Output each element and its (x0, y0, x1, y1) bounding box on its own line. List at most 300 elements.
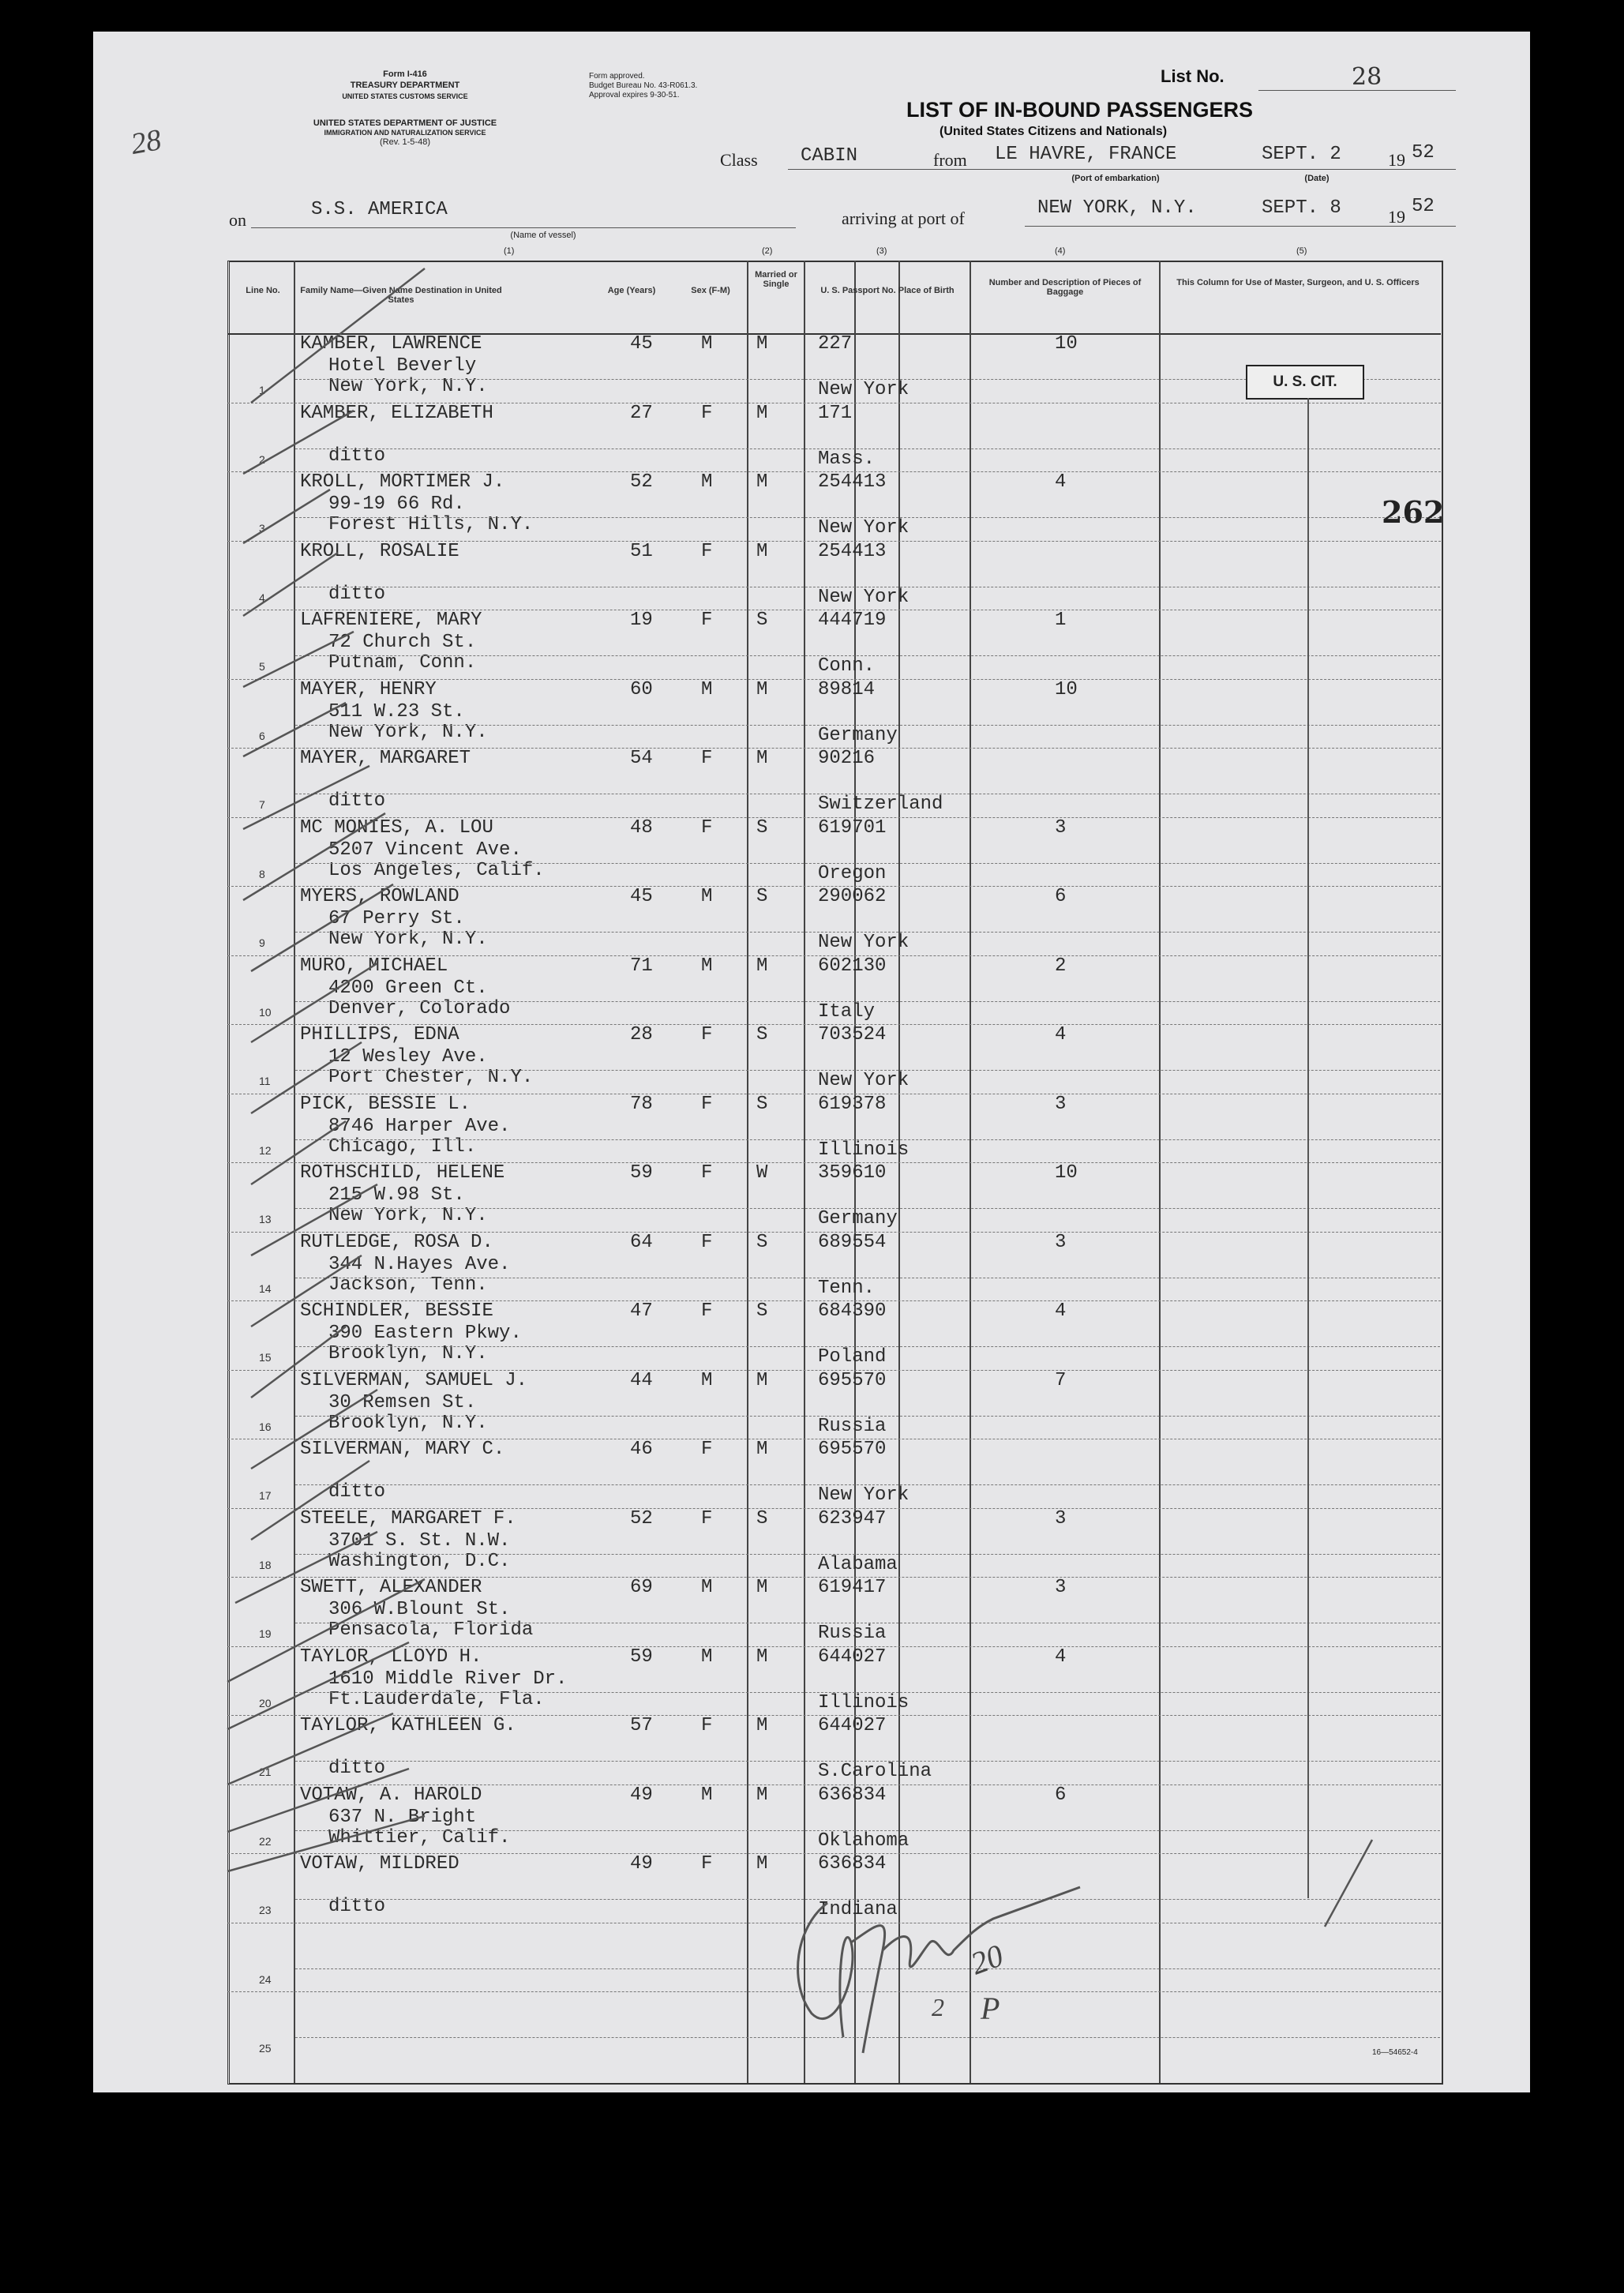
age: 60 (630, 678, 653, 700)
place-of-birth: Illinois (818, 1139, 910, 1161)
line-number: 17 (259, 1489, 272, 1502)
row-divider (227, 748, 1441, 749)
row-divider (227, 1784, 1441, 1786)
marital-status: M (756, 1577, 768, 1598)
address-line-2: Whittier, Calif. (328, 1826, 511, 1848)
place-of-birth: Oklahoma (818, 1830, 910, 1852)
table-row (93, 404, 1530, 474)
marital-status: M (756, 333, 768, 355)
baggage-count: 3 (1055, 1577, 1067, 1598)
age: 49 (630, 1853, 653, 1875)
row-subdivider (295, 1346, 1440, 1348)
passport-number: 695570 (818, 1369, 887, 1391)
marital-status: M (756, 471, 768, 493)
class-value: CABIN (801, 145, 858, 167)
header-officers: This Column for Use of Master, Surgeon, and U. S. Officers (1176, 278, 1420, 287)
row-subdivider (295, 1416, 1440, 1417)
row-divider (227, 541, 1441, 542)
sex: M (701, 678, 713, 700)
line-number: 15 (259, 1351, 272, 1364)
baggage-count: 3 (1055, 1507, 1067, 1529)
address-line-2: Jackson, Tenn. (328, 1274, 488, 1296)
address-line-1: 12 Wesley Ave. (328, 1046, 488, 1068)
baggage-count: 6 (1055, 1784, 1067, 1806)
marital-status: M (756, 540, 768, 562)
marital-status: S (756, 816, 768, 839)
address-line-1: 5207 Vincent Ave. (328, 839, 522, 861)
handwritten-mark-2: 2 (932, 1993, 944, 2021)
passport-number: 644027 (818, 1715, 887, 1736)
table-row (93, 957, 1530, 1026)
header-passport: U. S. Passport No. Place of Birth (820, 286, 955, 295)
arrival-date: SEPT. 8 (1262, 197, 1341, 219)
place-of-birth: Switzerland (818, 794, 943, 815)
baggage-count: 4 (1055, 1024, 1067, 1045)
age: 45 (630, 333, 653, 355)
table-row (93, 1164, 1530, 1233)
baggage-count: 6 (1055, 886, 1067, 907)
place-of-birth: S.Carolina (818, 1761, 932, 1782)
passport-number: 89814 (818, 678, 876, 700)
table-row (93, 1717, 1530, 1786)
marital-status: S (756, 1507, 768, 1529)
table-row (93, 749, 1530, 819)
revision-date: (Rev. 1-5-48) (380, 137, 430, 147)
row-divider (227, 1300, 1441, 1302)
line-number: 20 (259, 1696, 272, 1709)
embarkation-date: SEPT. 2 (1262, 144, 1341, 165)
column-number: (1) (504, 246, 515, 256)
passenger-name: MC MONIES, A. LOU (300, 816, 493, 839)
passport-number: 619701 (818, 816, 887, 839)
row-subdivider (295, 1830, 1440, 1832)
column-number: (5) (1296, 246, 1307, 256)
baggage-count: 3 (1055, 1231, 1067, 1253)
address-line-2: ditto (328, 583, 386, 605)
row-divider (227, 610, 1441, 611)
passenger-name: MURO, MICHAEL (300, 955, 448, 977)
table-row (93, 888, 1530, 957)
place-of-birth: New York (818, 1070, 910, 1091)
sex: M (701, 1577, 713, 1598)
marital-status: S (756, 1024, 768, 1045)
passenger-name: KROLL, ROSALIE (300, 540, 459, 562)
marital-status: M (756, 955, 768, 977)
marital-status: S (756, 610, 768, 631)
passenger-name: LAFRENIERE, MARY (300, 610, 482, 631)
row-subdivider (295, 587, 1440, 588)
row-divider (227, 1508, 1441, 1510)
address-line-1: 8746 Harper Ave. (328, 1115, 511, 1137)
line-number: 19 (259, 1627, 272, 1640)
row-subdivider (295, 448, 1440, 450)
row-subdivider (295, 863, 1440, 865)
row-divider (227, 817, 1441, 819)
address-line-2: Chicago, Ill. (328, 1135, 477, 1158)
approval-line-2: Budget Bureau No. 43-R061.3. (589, 81, 698, 90)
age: 45 (630, 886, 653, 907)
marital-status: M (756, 1853, 768, 1875)
line-number: 8 (259, 867, 265, 880)
table-row (93, 1302, 1530, 1372)
page-number-stamp: 262 (1382, 494, 1445, 530)
marital-status: S (756, 886, 768, 907)
table-row (93, 1026, 1530, 1095)
row-divider (227, 955, 1441, 957)
address-line-2: Brooklyn, N.Y. (328, 1412, 488, 1434)
address-line-1: 1610 Middle River Dr. (328, 1668, 568, 1690)
address-line-2: Port Chester, N.Y. (328, 1067, 534, 1088)
place-of-birth: Conn. (818, 655, 876, 677)
approval-line-1: Form approved. (589, 72, 645, 81)
row-divider (227, 1715, 1441, 1717)
line-number: 14 (259, 1282, 272, 1295)
line-number: 21 (259, 1766, 272, 1778)
passenger-name: TAYLOR, LLOYD H. (300, 1646, 482, 1668)
age: 49 (630, 1784, 653, 1806)
address-line-2: Ft.Lauderdale, Fla. (328, 1688, 545, 1710)
passport-number: 644027 (818, 1646, 887, 1668)
line-number: 3 (259, 522, 265, 535)
marital-status: M (756, 678, 768, 700)
table-row (93, 816, 1530, 888)
address-line-1: 72 Church St. (328, 632, 477, 653)
class-label: Class (720, 150, 758, 170)
age: 28 (630, 1024, 653, 1045)
address-line-1: 4200 Green Ct. (328, 977, 488, 999)
inspector-signature (764, 1856, 1175, 2069)
from-label: from (933, 150, 967, 170)
row-subdivider (295, 1761, 1440, 1762)
baggage-count: 3 (1055, 1093, 1067, 1115)
row-subdivider (295, 1001, 1440, 1003)
handwritten-mark-20: 20 (966, 1937, 1008, 1982)
age: 46 (630, 1439, 653, 1460)
passenger-name: KAMBER, LAWRENCE (300, 333, 482, 355)
marital-status: S (756, 1300, 768, 1322)
age: 64 (630, 1231, 653, 1253)
passport-number: 290062 (818, 886, 887, 907)
table-row (93, 1648, 1530, 1717)
age: 78 (630, 1093, 653, 1115)
passenger-name: SILVERMAN, MARY C. (300, 1439, 505, 1460)
line-number: 1 (259, 384, 265, 396)
sex: F (701, 610, 713, 631)
address-line-2: Washington, D.C. (328, 1550, 511, 1572)
marital-status: M (756, 1715, 768, 1736)
sex: F (701, 402, 713, 424)
passenger-name: MYERS, ROWLAND (300, 886, 459, 907)
sex: M (701, 1646, 713, 1668)
header-married: Married or Single (755, 270, 797, 289)
place-of-birth: Oregon (818, 862, 887, 884)
row-divider (227, 1646, 1441, 1648)
sex: M (701, 1784, 713, 1806)
line-number: 18 (259, 1558, 272, 1571)
vessel-caption: (Name of vessel) (510, 231, 576, 240)
row-divider (227, 1094, 1441, 1095)
passport-number: 254413 (818, 540, 887, 562)
address-line-1: 3701 S. St. N.W. (328, 1529, 511, 1552)
age: 44 (630, 1369, 653, 1391)
arrival-year: 52 (1412, 196, 1435, 217)
baggage-count: 4 (1055, 471, 1067, 493)
sex: F (701, 540, 713, 562)
row-divider (227, 471, 1441, 473)
marital-status: M (756, 1439, 768, 1460)
marital-status: M (756, 402, 768, 424)
passport-number: 703524 (818, 1024, 887, 1045)
address-line-1: 30 Remsen St. (328, 1391, 477, 1413)
address-line-1: Hotel Beverly (328, 355, 477, 377)
row-subdivider (295, 1278, 1440, 1279)
age: 47 (630, 1300, 653, 1322)
handwritten-mark-p: P (981, 1991, 1000, 2026)
age: 19 (630, 610, 653, 631)
passenger-name: RUTLEDGE, ROSA D. (300, 1231, 493, 1253)
passport-number: 90216 (818, 748, 876, 769)
address-line-1: 511 W.23 St. (328, 700, 465, 722)
immigration-service: IMMIGRATION AND NATURALIZATION SERVICE (324, 129, 486, 137)
passenger-name: MAYER, MARGARET (300, 748, 471, 769)
vessel-name: S.S. AMERICA (311, 199, 448, 220)
baggage-count: 4 (1055, 1300, 1067, 1322)
port-of-embarkation: LE HAVRE, FRANCE (995, 144, 1177, 165)
line-number: 12 (259, 1143, 272, 1157)
address-line-2: ditto (328, 445, 386, 467)
sex: M (701, 886, 713, 907)
sex: M (701, 333, 713, 355)
marital-status: S (756, 1231, 768, 1253)
sex: F (701, 1439, 713, 1460)
passenger-name: STEELE, MARGARET F. (300, 1507, 516, 1529)
passport-number: 684390 (818, 1300, 887, 1322)
passport-number: 444719 (818, 610, 887, 631)
arriving-label: arriving at port of (842, 208, 965, 228)
header-name: Family Name—Given Name Destination in United States (300, 286, 502, 305)
address-line-2: New York, N.Y. (328, 376, 488, 397)
line-number: 7 (259, 798, 265, 811)
address-line-2: ditto (328, 1481, 386, 1503)
us-citizen-stamp: U. S. CIT. (1246, 365, 1364, 400)
sex: F (701, 1853, 713, 1875)
place-of-birth: Illinois (818, 1691, 910, 1713)
table-row (93, 473, 1530, 542)
address-line-1: 637 N. Bright (328, 1806, 477, 1828)
table-row (93, 1095, 1530, 1165)
baggage-count: 4 (1055, 1646, 1067, 1668)
passport-number: 695570 (818, 1439, 887, 1460)
age: 69 (630, 1577, 653, 1598)
sex: F (701, 1093, 713, 1115)
list-number-label: List No. (1161, 66, 1225, 86)
place-of-birth: Germany (818, 724, 898, 746)
row-subdivider (295, 1139, 1440, 1141)
place-of-birth: Russia (818, 1623, 887, 1644)
form-footer-code: 16—54652-4 (1372, 2048, 1418, 2057)
address-line-1: 390 Eastern Pkwy. (328, 1323, 522, 1344)
address-line-2: ditto (328, 1758, 386, 1779)
place-of-birth: Italy (818, 1000, 876, 1023)
sex: F (701, 816, 713, 839)
address-line-2: Los Angeles, Calif. (328, 859, 545, 881)
row-subdivider (295, 1692, 1440, 1694)
address-line-2: Denver, Colorado (328, 997, 511, 1019)
passport-number: 171 (818, 402, 853, 424)
line-number: 23 (259, 1904, 272, 1916)
marital-status: M (756, 748, 768, 769)
passport-number: 636834 (818, 1853, 887, 1875)
place-of-birth: New York (818, 1484, 910, 1506)
baggage-count: 10 (1055, 1162, 1078, 1184)
passenger-name: KAMBER, ELIZABETH (300, 402, 493, 424)
passenger-name: TAYLOR, KATHLEEN G. (300, 1715, 516, 1736)
passenger-name: PICK, BESSIE L. (300, 1093, 471, 1115)
line-number: 6 (259, 729, 265, 742)
row-divider (227, 1162, 1441, 1164)
row-subdivider (295, 1208, 1440, 1210)
baggage-count: 7 (1055, 1369, 1067, 1391)
baggage-count: 1 (1055, 610, 1067, 631)
baggage-count: 10 (1055, 678, 1078, 700)
line-number: 24 (259, 1972, 272, 1986)
address-line-2: New York, N.Y. (328, 721, 488, 743)
row-subdivider (295, 1554, 1440, 1556)
table-row (93, 1507, 1530, 1579)
list-subtitle: (United States Citizens and Nationals) (940, 125, 1168, 138)
place-of-birth: Mass. (818, 448, 876, 470)
margin-note: 28 (128, 123, 164, 161)
customs-service: UNITED STATES CUSTOMS SERVICE (342, 92, 468, 100)
row-subdivider (295, 794, 1440, 795)
row-subdivider (295, 725, 1440, 726)
on-label: on (229, 210, 246, 230)
place-of-birth: New York (818, 932, 910, 953)
sex: F (701, 1024, 713, 1045)
sex: F (701, 1231, 713, 1253)
header-age: Age (Years) (607, 286, 656, 295)
sex: F (701, 1507, 713, 1529)
line-number: 22 (259, 1834, 272, 1848)
place-of-birth: Indiana (818, 1899, 898, 1920)
place-of-birth: Poland (818, 1346, 887, 1368)
row-divider (227, 1024, 1441, 1026)
row-divider (227, 1439, 1441, 1440)
approval-line-3: Approval expires 9-30-51. (589, 91, 680, 99)
table-row (93, 1440, 1530, 1510)
age: 52 (630, 471, 653, 493)
place-of-birth: Alabama (818, 1553, 898, 1575)
table-row (93, 542, 1530, 612)
passenger-name: KROLL, MORTIMER J. (300, 471, 505, 493)
age: 51 (630, 540, 653, 562)
passport-number: 227 (818, 333, 853, 355)
passport-number: 636834 (818, 1784, 887, 1806)
year-prefix: 19 (1388, 150, 1405, 170)
header-baggage: Number and Description of Pieces of Baggage (988, 278, 1142, 297)
place-of-birth: Russia (818, 1415, 887, 1437)
row-divider (227, 1577, 1441, 1578)
row-divider (227, 1232, 1441, 1233)
marital-status: S (756, 1093, 768, 1115)
passenger-name: VOTAW, MILDRED (300, 1853, 459, 1875)
address-line-2: New York, N.Y. (328, 929, 488, 950)
sex: F (701, 1162, 713, 1184)
line-number: 2 (259, 452, 265, 466)
baggage-count: 2 (1055, 955, 1067, 977)
address-line-1: 215 W.98 St. (328, 1184, 465, 1206)
passport-number: 689554 (818, 1231, 887, 1253)
baggage-count: 10 (1055, 333, 1078, 355)
age: 54 (630, 748, 653, 769)
address-line-2: ditto (328, 790, 386, 812)
column-number: (4) (1055, 246, 1066, 256)
age: 71 (630, 955, 653, 977)
column-number: (2) (762, 246, 773, 256)
port-caption: (Port of embarkation) (1071, 174, 1160, 183)
passport-number: 602130 (818, 955, 887, 977)
sex: F (701, 1300, 713, 1322)
address-line-2: ditto (328, 1896, 386, 1917)
row-subdivider (295, 655, 1440, 657)
sex: M (701, 1369, 713, 1391)
list-number-value: 28 (1352, 63, 1382, 91)
line-number: 16 (259, 1420, 272, 1433)
date-caption: (Date) (1304, 174, 1330, 183)
passenger-name: ROTHSCHILD, HELENE (300, 1162, 505, 1184)
row-subdivider (295, 1623, 1440, 1624)
sex: F (701, 1715, 713, 1736)
line-number: 10 (259, 1005, 272, 1019)
passenger-name: SCHINDLER, BESSIE (300, 1300, 493, 1322)
line-number: 13 (259, 1213, 272, 1225)
header-line-no: Line No. (246, 286, 280, 295)
justice-department: UNITED STATES DEPARTMENT OF JUSTICE (313, 118, 497, 128)
sex: F (701, 748, 713, 769)
arrival-year-prefix: 19 (1388, 207, 1405, 227)
row-subdivider (295, 1070, 1440, 1071)
row-divider (227, 679, 1441, 681)
age: 59 (630, 1646, 653, 1668)
sex: M (701, 471, 713, 493)
line-number: 4 (259, 591, 265, 604)
age: 52 (630, 1507, 653, 1529)
passenger-name: SWETT, ALEXANDER (300, 1577, 482, 1598)
passenger-manifest-page (93, 32, 1530, 2092)
address-line-2: Putnam, Conn. (328, 652, 477, 674)
address-line-2: Brooklyn, N.Y. (328, 1343, 488, 1364)
address-line-1: 344 N.Hayes Ave. (328, 1253, 511, 1275)
passport-number: 619417 (818, 1577, 887, 1598)
line-number: 11 (259, 1075, 271, 1087)
address-line-1: 306 W.Blount St. (328, 1599, 511, 1620)
table-row (93, 1233, 1530, 1303)
marital-status: W (756, 1162, 768, 1184)
line-number: 9 (259, 936, 265, 949)
passport-number: 254413 (818, 471, 887, 493)
passport-number: 623947 (818, 1507, 887, 1529)
table-row (93, 1786, 1530, 1856)
form-number: Form I-416 (383, 69, 427, 79)
address-line-2: Forest Hills, N.Y. (328, 514, 534, 535)
row-subdivider (295, 932, 1440, 933)
column-number: (3) (876, 246, 887, 256)
place-of-birth: New York (818, 379, 910, 400)
table-row (93, 1578, 1530, 1648)
passenger-name: MAYER, HENRY (300, 678, 437, 700)
table-row (93, 678, 1530, 750)
passport-number: 619378 (818, 1093, 887, 1115)
